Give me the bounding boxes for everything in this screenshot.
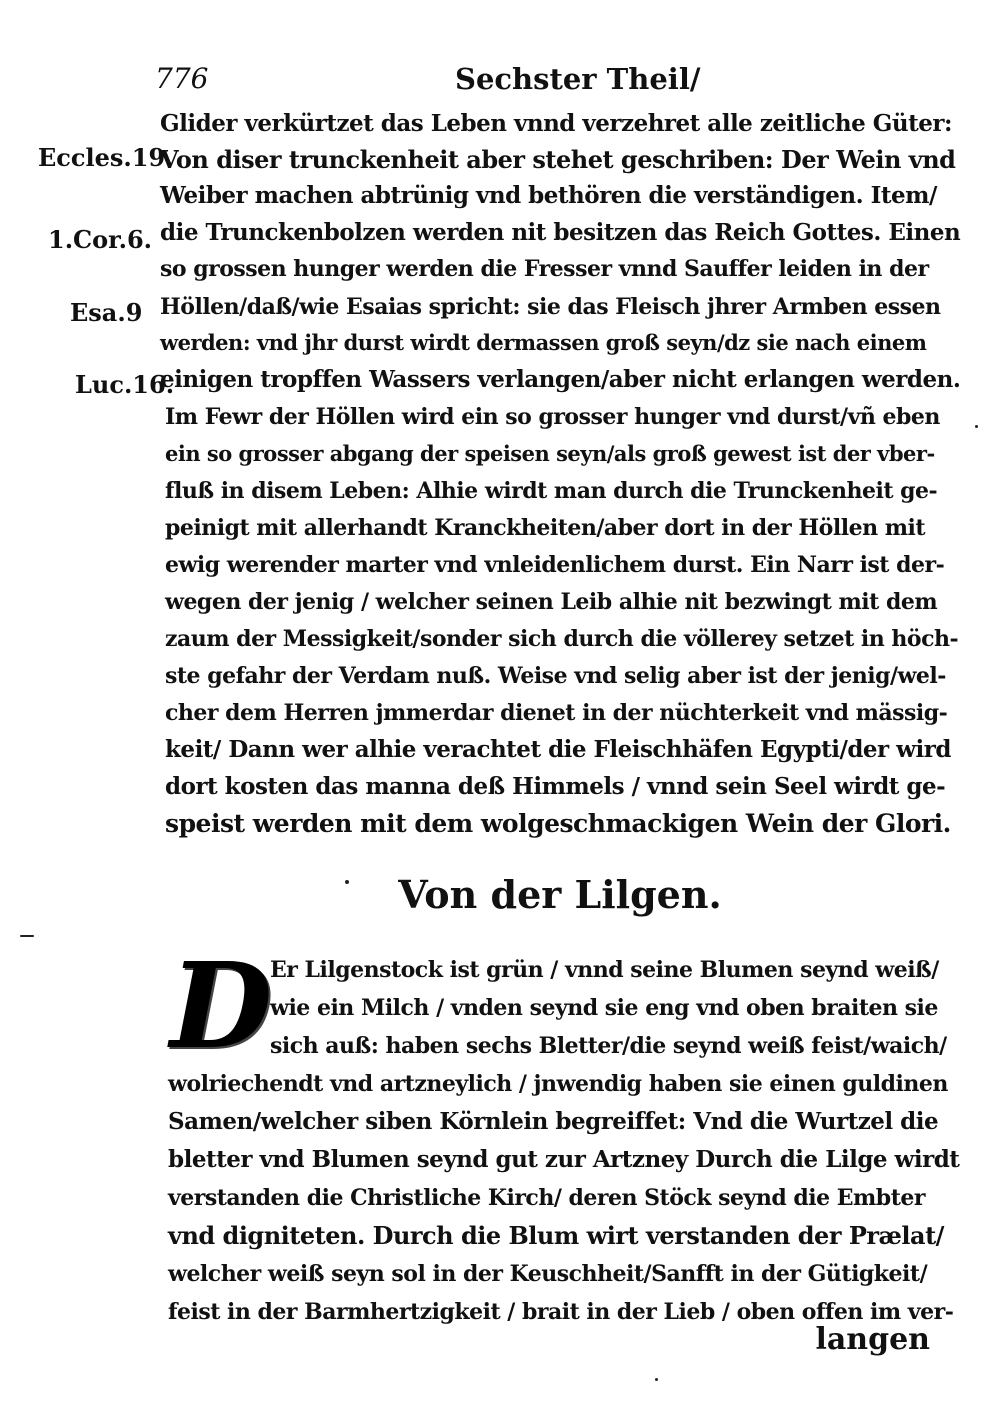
- section-title: Von der Lilgen.: [398, 872, 722, 917]
- text-line: ste gefahr der Verdam nuß. Weise vnd selig aber ist der jenig/wel-: [165, 663, 946, 689]
- text-line: Weiber machen abtrünig vnd bethören die verständigen. Item/: [160, 182, 937, 209]
- text-line: feist in der Barmhertzigkeit / brait in der Lieb / oben offen im ver-: [168, 1299, 954, 1325]
- text-line: ewig werender marter vnd vnleidenlichem durst. Ein Narr ist der-: [165, 552, 945, 578]
- text-line: werden: vnd jhr durst wirdt dermassen groß seyn/dz sie nach einem: [160, 330, 927, 355]
- ink-speck: [975, 425, 978, 428]
- text-line: Er Lilgenstock ist grün / vnnd seine Blumen seynd weiß/: [270, 957, 939, 983]
- text-line: cher dem Herren jmmerdar dienet in der nüchterkeit vnd mässig-: [165, 700, 948, 726]
- text-line: so grossen hunger werden die Fresser vnnd Sauffer leiden in der: [160, 256, 929, 282]
- text-line: Samen/welcher siben Körnlein begreiffet: Vnd die Wurtzel die: [168, 1108, 939, 1135]
- text-line: vnd digniteten. Durch die Blum wirt verstanden der Prælat/: [168, 1221, 944, 1250]
- ink-speck: [655, 1378, 658, 1381]
- text-line: keit/ Dann wer alhie verachtet die Fleischhäfen Egypti/der wird: [165, 736, 951, 763]
- margin-note: Eccles.19.: [38, 143, 174, 172]
- margin-note: 1.Cor.6.: [48, 225, 153, 254]
- margin-note: Luc.16.: [75, 370, 175, 399]
- text-line: dort kosten das manna deß Himmels / vnnd sein Seel wirdt ge-: [165, 773, 946, 800]
- text-line: peinigt mit allerhandt Kranckheiten/aber dort in der Höllen mit: [165, 515, 926, 541]
- text-line: Höllen/daß/wie Esaias spricht: sie das Fleisch jhrer Armben essen: [160, 294, 941, 320]
- text-line: wolriechendt vnd artzneylich / jnwendig haben sie einen guldinen: [168, 1071, 948, 1097]
- text-line: sich auß: haben sechs Bletter/die seynd weiß feist/waich/: [270, 1033, 947, 1059]
- text-line: ein so grosser abgang der speisen seyn/als groß gewest ist der vber-: [165, 441, 935, 466]
- text-line: speist werden mit dem wolgeschmackigen Wein der Glori.: [165, 809, 951, 838]
- text-line: einigen tropffen Wassers verlangen/aber nicht erlangen werden.: [160, 366, 961, 393]
- catchword: langen: [815, 1322, 930, 1357]
- page-number: 776: [155, 62, 209, 95]
- text-line: zaum der Messigkeit/sonder sich durch die völlerey setzet in höch-: [165, 626, 959, 652]
- decorated-initial: D: [170, 936, 273, 1075]
- running-head: Sechster Theil/: [455, 62, 701, 96]
- text-line: Im Fewr der Höllen wird ein so grosser hunger vnd durst/vñ eben: [165, 404, 940, 430]
- text-line: welcher weiß seyn sol in der Keuschheit/Sanfft in der Gütigkeit/: [168, 1261, 928, 1287]
- text-line: Glider verkürtzet das Leben vnnd verzehret alle zeitliche Güter:: [160, 110, 952, 137]
- text-line: bletter vnd Blumen seynd gut zur Artzney Durch die Lilge wirdt: [168, 1146, 960, 1173]
- text-line: Von diser trunckenheit aber stehet geschriben: Der Wein vnd: [160, 145, 956, 174]
- text-line: die Trunckenbolzen werden nit besitzen das Reich Gottes. Einen: [160, 219, 961, 246]
- text-line: verstanden die Christliche Kirch/ deren Stöck seynd die Embter: [168, 1185, 925, 1211]
- page-header: [0, 62, 1000, 102]
- text-line: fluß in disem Leben: Alhie wirdt man durch die Trunckenheit ge-: [165, 478, 938, 504]
- text-line: wegen der jenig / welcher seinen Leib alhie nit bezwingt mit dem: [165, 589, 938, 615]
- ink-speck: [20, 935, 34, 937]
- text-line: wie ein Milch / vnden seynd sie eng vnd oben braiten sie: [270, 995, 938, 1021]
- ink-speck: [345, 880, 349, 884]
- margin-note: Esa.9: [70, 298, 143, 327]
